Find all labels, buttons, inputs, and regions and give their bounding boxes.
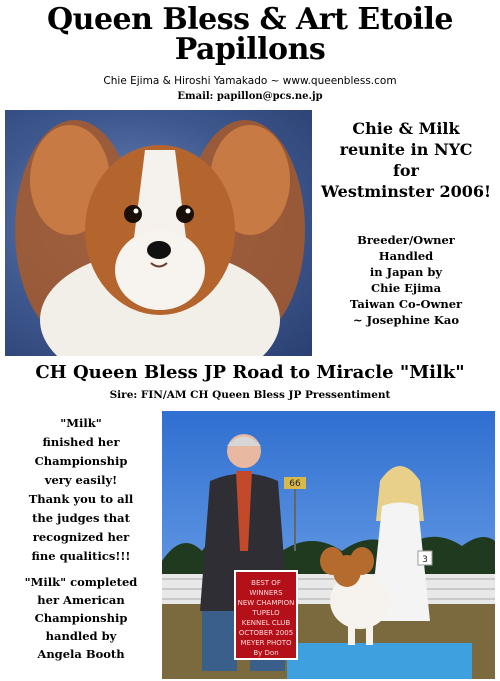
note-line: Championship [34,611,128,625]
note-line: "Milk" completed [24,575,138,589]
note-line: fine qualitics!!! [31,549,131,563]
breeder-line: Taiwan Co-Owner [349,297,463,311]
sign-line: MEYER PHOTO [240,639,292,647]
armband-number: 3 [422,555,428,565]
note-line: the judges that [32,511,130,525]
email-line: Email: papillon@pcs.ne.jp [177,91,323,102]
sign-line: KENNEL CLUB [241,619,291,627]
note-line: Thank you to all [28,492,134,506]
note-line: finished her [42,435,120,449]
sign-line: By Don [253,649,279,657]
note-line: handled by [45,629,117,643]
note-line: very easily! [44,473,118,487]
page-title-line2: Papillons [174,32,326,67]
sign-line: OCTOBER 2005 [238,629,294,637]
sire-line: Sire: FIN/AM CH Queen Bless JP Pressentiment [109,389,391,401]
announcement-line: Chie & Milk [352,119,460,138]
breeder-line: Handled [378,249,434,263]
dog-name-heading: CH Queen Bless JP Road to Miracle "Milk" [35,362,465,383]
sign-line: NEW CHAMPION [237,599,295,607]
note-line: Angela Booth [37,647,125,661]
breeder-line: in Japan by [369,265,443,279]
announcement-line: Westminster 2006! [320,182,491,201]
note-line: Championship [34,454,128,468]
westminster-announcement [312,118,500,202]
american-championship-note [0,573,162,663]
dog-show-win-photo [162,411,495,679]
ring-number: 66 [289,479,301,489]
breeder-line: Chie Ejima [370,281,442,295]
page-title-line1: Queen Bless & Art Etoile [47,2,453,37]
breeder-info [312,232,500,328]
announcement-line: reunite in NYC [339,140,473,159]
owners-line: Chie Ejima & Hiroshi Yamakado ~ www.queenbless.com [103,75,397,87]
note-line: "Milk" [60,416,102,430]
note-line: her American [37,593,125,607]
breeder-line: ~ Josephine Kao [352,313,460,327]
championship-note [0,414,162,566]
sign-line: TUPELO [252,609,280,617]
sign-line: WINNERS [249,589,283,597]
sign-line: BEST OF [251,579,281,587]
note-line: recognized her [32,530,130,544]
announcement-line: for [393,161,419,180]
breeder-line: Breeder/Owner [357,233,455,247]
papillon-portrait-photo [5,110,312,356]
